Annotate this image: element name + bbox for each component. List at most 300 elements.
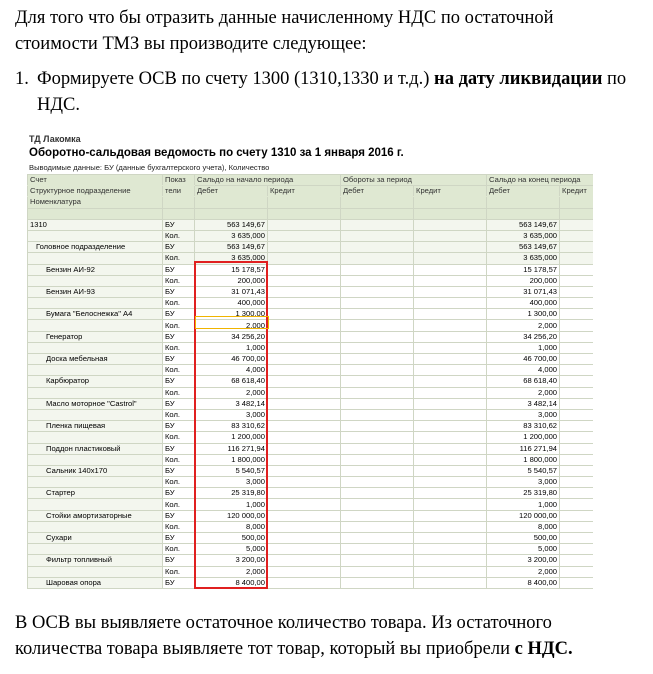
highlight-red-box [194,261,268,589]
row-name [28,387,163,398]
row-credit-turn [414,264,487,275]
step-number: 1. [15,69,29,89]
row-credit-close [560,230,593,241]
step-text-a: Формируете ОСВ по счету 1300 (1310,1330 и т.д.) [37,69,435,89]
row-debit-turn [341,331,414,342]
table-row [28,499,594,510]
row-credit-turn [414,544,487,555]
row-debit-close: 8 400,00 [487,577,560,588]
row-credit-open [268,488,341,499]
row-indicator: Кол. [163,298,195,309]
row-debit-open: 3 200,00 [195,555,268,566]
row-credit-open [268,398,341,409]
row-debit-turn [341,342,414,353]
table-row [28,331,594,342]
row-debit-open: 200,000 [195,275,268,286]
row-credit-turn [414,409,487,420]
row-credit-open [268,454,341,465]
row-credit-open [268,387,341,398]
row-indicator: Кол. [163,409,195,420]
row-debit-close: 3 200,00 [487,555,560,566]
row-debit-close: 563 149,67 [487,219,560,230]
row-debit-open: 8,000 [195,521,268,532]
highlight-selected-cell [195,316,269,329]
row-credit-close [560,432,593,443]
row-indicator: БУ [163,219,195,230]
row-debit-close: 31 071,43 [487,286,560,297]
row-credit-close [560,253,593,264]
row-credit-close [560,286,593,297]
hdr-debit-turn: Дебет [341,186,414,197]
row-debit-open: 3 635,000 [195,253,268,264]
header-row-2 [28,186,594,197]
row-debit-open: 500,00 [195,533,268,544]
row-credit-close [560,409,593,420]
row-indicator: БУ [163,533,195,544]
row-debit-turn [341,286,414,297]
row-debit-turn [341,577,414,588]
row-debit-turn [341,488,414,499]
row-name: Фильтр топливный [28,555,163,566]
table-row [28,219,594,230]
table-row [28,242,594,253]
row-indicator: Кол. [163,230,195,241]
row-debit-turn [341,510,414,521]
row-debit-turn [341,454,414,465]
table-row [28,555,594,566]
row-debit-turn [341,477,414,488]
row-debit-turn [341,275,414,286]
row-credit-close [560,477,593,488]
table-row [28,544,594,555]
hdr-closing: Сальдо на конец периода [487,175,593,186]
report-org: ТД Лакомка [29,134,81,144]
row-debit-turn [341,566,414,577]
table-row [28,465,594,476]
row-indicator: Кол. [163,544,195,555]
row-credit-open [268,443,341,454]
row-debit-close: 3,000 [487,477,560,488]
outro-line-1: В ОСВ вы выявляете остаточное количество товара. Из остаточного [15,613,552,633]
row-credit-close [560,443,593,454]
row-debit-turn [341,421,414,432]
row-credit-close [560,331,593,342]
row-debit-open: 31 071,43 [195,286,268,297]
hdr-turnover: Обороты за период [341,175,487,186]
row-debit-close: 1,000 [487,499,560,510]
row-name [28,342,163,353]
row-credit-close [560,421,593,432]
row-credit-open [268,577,341,588]
row-debit-open: 3,000 [195,477,268,488]
row-credit-open [268,432,341,443]
table-row [28,230,594,241]
row-credit-open [268,521,341,532]
row-credit-turn [414,275,487,286]
step-bold: на дату ликвидации [434,69,603,89]
row-debit-open: 1 300,00 [195,309,268,320]
row-indicator: Кол. [163,387,195,398]
row-credit-open [268,499,341,510]
row-debit-close: 3,000 [487,409,560,420]
row-debit-turn [341,432,414,443]
row-debit-open: 1 800,000 [195,454,268,465]
row-debit-close: 563 149,67 [487,242,560,253]
row-debit-close: 25 319,80 [487,488,560,499]
row-credit-turn [414,566,487,577]
row-credit-open [268,320,341,331]
row-debit-open: 83 310,62 [195,421,268,432]
row-credit-close [560,264,593,275]
row-debit-turn [341,230,414,241]
row-credit-turn [414,219,487,230]
row-debit-close: 1,000 [487,342,560,353]
row-debit-close: 46 700,00 [487,354,560,365]
table-row [28,533,594,544]
row-indicator: БУ [163,443,195,454]
row-name [28,544,163,555]
row-name [28,298,163,309]
row-debit-close: 3 635,000 [487,253,560,264]
table-row [28,521,594,532]
row-name: Сухари [28,533,163,544]
table-row [28,298,594,309]
table-row [28,421,594,432]
row-name: Бумага "Белоснежка" А4 [28,309,163,320]
row-debit-open: 2,000 [195,320,268,331]
row-indicator: БУ [163,331,195,342]
row-indicator: БУ [163,264,195,275]
row-debit-turn [341,320,414,331]
intro-paragraph [15,5,645,57]
intro-line-2: стоимости ТМЗ вы производите следующее: [15,34,367,54]
row-debit-open: 2,000 [195,566,268,577]
row-debit-close: 1 800,000 [487,454,560,465]
hdr-nomenclature: Номенклатура [28,197,163,208]
row-debit-close: 5 540,57 [487,465,560,476]
row-name [28,320,163,331]
row-indicator: Кол. [163,477,195,488]
row-credit-turn [414,521,487,532]
row-credit-turn [414,477,487,488]
row-debit-turn [341,219,414,230]
row-indicator: Кол. [163,521,195,532]
table-row [28,443,594,454]
row-credit-open [268,331,341,342]
row-debit-turn [341,555,414,566]
row-debit-close: 4,000 [487,365,560,376]
row-indicator: БУ [163,354,195,365]
row-credit-turn [414,286,487,297]
row-indicator: БУ [163,555,195,566]
row-credit-close [560,354,593,365]
row-name: Доска мебельная [28,354,163,365]
row-debit-open: 563 149,67 [195,219,268,230]
hdr-indicator-2: тели [163,186,195,197]
header-spacer [28,208,594,219]
row-name: Поддон пластиковый [28,443,163,454]
row-indicator: Кол. [163,365,195,376]
row-credit-close [560,521,593,532]
table-row [28,253,594,264]
hdr-division: Структурное подразделение [28,186,163,197]
row-debit-open: 4,000 [195,365,268,376]
row-debit-close: 120 000,00 [487,510,560,521]
row-debit-close: 2,000 [487,387,560,398]
row-debit-open: 563 149,67 [195,242,268,253]
hdr-opening: Сальдо на начало периода [195,175,341,186]
row-indicator: БУ [163,398,195,409]
row-debit-close: 3 482,14 [487,398,560,409]
row-debit-open: 46 700,00 [195,354,268,365]
row-debit-open: 25 319,80 [195,488,268,499]
table-row [28,432,594,443]
row-credit-close [560,544,593,555]
row-name: Головное подразделение [28,242,163,253]
row-debit-open: 15 178,57 [195,264,268,275]
row-credit-close [560,309,593,320]
row-debit-close: 15 178,57 [487,264,560,275]
row-name [28,365,163,376]
row-debit-open: 116 271,94 [195,443,268,454]
row-credit-turn [414,510,487,521]
row-debit-turn [341,521,414,532]
row-name: Бензин АИ-92 [28,264,163,275]
row-indicator: Кол. [163,499,195,510]
row-credit-open [268,477,341,488]
row-debit-close: 1 200,000 [487,432,560,443]
hdr-credit-turn: Кредит [414,186,487,197]
row-debit-close: 34 256,20 [487,331,560,342]
row-credit-open [268,555,341,566]
row-credit-turn [414,577,487,588]
row-credit-close [560,533,593,544]
report-subtitle: Выводимые данные: БУ (данные бухгалтерского учета), Количество [29,163,270,172]
row-debit-close: 5,000 [487,544,560,555]
row-credit-open [268,409,341,420]
row-debit-open: 5,000 [195,544,268,555]
row-credit-open [268,298,341,309]
row-indicator: БУ [163,309,195,320]
row-name [28,230,163,241]
table-row [28,566,594,577]
row-indicator: БУ [163,421,195,432]
row-credit-turn [414,555,487,566]
outro-bold: с НДС. [514,639,573,659]
table-row [28,488,594,499]
row-credit-open [268,264,341,275]
row-credit-close [560,365,593,376]
row-name: Пленка пищевая [28,421,163,432]
row-credit-close [560,376,593,387]
row-credit-open [268,253,341,264]
row-credit-turn [414,342,487,353]
row-debit-open: 3 635,000 [195,230,268,241]
report-title: Оборотно-сальдовая ведомость по счету 1310 за 1 января 2016 г. [29,147,404,159]
row-debit-open: 3,000 [195,409,268,420]
intro-line-1: Для того что бы отразить данные начисленному НДС по остаточной [15,8,554,28]
row-credit-close [560,387,593,398]
row-name [28,432,163,443]
row-credit-open [268,219,341,230]
row-debit-open: 1,000 [195,342,268,353]
row-credit-close [560,275,593,286]
osv-report-screenshot [27,132,593,590]
row-credit-close [560,298,593,309]
row-debit-turn [341,398,414,409]
row-name [28,566,163,577]
step-1 [15,66,645,118]
row-indicator: Кол. [163,454,195,465]
table-row [28,365,594,376]
row-credit-open [268,365,341,376]
row-debit-open: 8 400,00 [195,577,268,588]
row-credit-turn [414,465,487,476]
row-credit-turn [414,320,487,331]
row-credit-turn [414,387,487,398]
row-credit-open [268,354,341,365]
row-debit-turn [341,242,414,253]
row-name: Масло моторное "Castrol" [28,398,163,409]
row-credit-turn [414,454,487,465]
row-name: Бензин АИ-93 [28,286,163,297]
table-row [28,342,594,353]
row-name: Шаровая опора [28,577,163,588]
report-table [27,174,593,589]
table-row [28,409,594,420]
row-credit-turn [414,398,487,409]
row-name [28,454,163,465]
row-credit-close [560,577,593,588]
step-line-2: НДС. [37,95,80,115]
hdr-debit-open: Дебет [195,186,268,197]
row-credit-close [560,219,593,230]
row-name: Генератор [28,331,163,342]
row-name [28,253,163,264]
row-name: Сальник 140х170 [28,465,163,476]
table-row [28,264,594,275]
row-indicator: БУ [163,376,195,387]
row-credit-turn [414,331,487,342]
row-name: Стартер [28,488,163,499]
row-credit-open [268,230,341,241]
row-credit-close [560,555,593,566]
row-credit-open [268,376,341,387]
row-debit-open: 400,000 [195,298,268,309]
table-row [28,309,594,320]
row-debit-turn [341,465,414,476]
step-text-b: по [602,69,627,89]
row-name: Карбюратор [28,376,163,387]
outro-paragraph [15,610,645,662]
row-debit-turn [341,309,414,320]
row-name [28,275,163,286]
row-credit-turn [414,499,487,510]
row-debit-close: 500,00 [487,533,560,544]
row-credit-open [268,566,341,577]
row-credit-turn [414,298,487,309]
row-debit-close: 116 271,94 [487,443,560,454]
row-debit-turn [341,253,414,264]
row-debit-open: 1,000 [195,499,268,510]
row-debit-turn [341,298,414,309]
row-debit-turn [341,544,414,555]
hdr-indicator-1: Показ [163,175,195,186]
row-indicator: БУ [163,242,195,253]
row-indicator: Кол. [163,342,195,353]
row-debit-open: 2,000 [195,387,268,398]
row-debit-open: 120 000,00 [195,510,268,521]
row-indicator: Кол. [163,432,195,443]
row-credit-close [560,454,593,465]
outro-line-2a: количества товара выявляете тот товар, который вы приобрели [15,639,515,659]
row-indicator: БУ [163,577,195,588]
row-credit-close [560,510,593,521]
table-row [28,275,594,286]
row-debit-open: 3 482,14 [195,398,268,409]
row-debit-turn [341,376,414,387]
row-debit-open: 1 200,000 [195,432,268,443]
row-credit-close [560,242,593,253]
table-row [28,454,594,465]
row-credit-open [268,421,341,432]
row-credit-turn [414,488,487,499]
row-indicator: БУ [163,465,195,476]
table-row [28,398,594,409]
row-credit-open [268,309,341,320]
row-credit-turn [414,253,487,264]
row-debit-open: 68 618,40 [195,376,268,387]
row-credit-open [268,342,341,353]
row-debit-turn [341,264,414,275]
row-credit-turn [414,443,487,454]
row-credit-turn [414,230,487,241]
row-credit-open [268,510,341,521]
row-credit-close [560,488,593,499]
table-row [28,477,594,488]
row-credit-open [268,242,341,253]
row-name: Стойки амортизаторные [28,510,163,521]
row-credit-turn [414,309,487,320]
row-credit-turn [414,354,487,365]
table-row [28,577,594,588]
row-debit-close: 2,000 [487,566,560,577]
row-debit-turn [341,365,414,376]
row-debit-close: 68 618,40 [487,376,560,387]
row-debit-open: 34 256,20 [195,331,268,342]
row-credit-open [268,544,341,555]
row-indicator: БУ [163,286,195,297]
hdr-debit-close: Дебет [487,186,560,197]
row-name: 1310 [28,219,163,230]
hdr-credit-close: Кредит [560,186,593,197]
row-credit-close [560,499,593,510]
row-credit-turn [414,365,487,376]
row-debit-turn [341,387,414,398]
row-debit-close: 8,000 [487,521,560,532]
row-credit-open [268,465,341,476]
table-row [28,320,594,331]
row-indicator: БУ [163,510,195,521]
row-credit-close [560,465,593,476]
row-debit-turn [341,499,414,510]
header-row-1 [28,175,594,186]
header-row-3 [28,197,594,208]
row-credit-turn [414,533,487,544]
row-credit-close [560,342,593,353]
row-credit-open [268,533,341,544]
row-name [28,409,163,420]
